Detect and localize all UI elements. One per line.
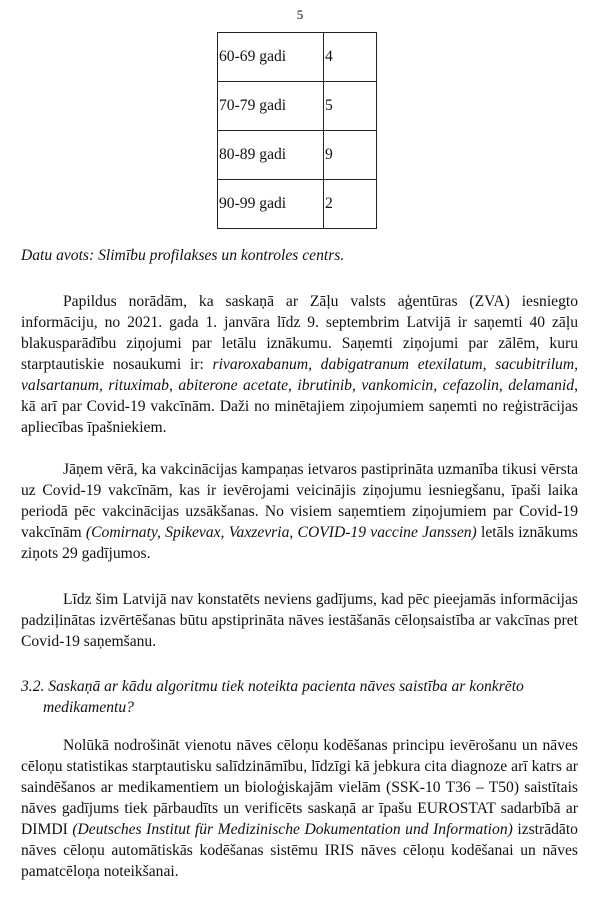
paragraph-vaccination-campaign [21, 459, 578, 564]
paragraph-text: Papildus norādām, ka saskaņā ar Zāļu valsts aģentūras (ZVA) iesniegto informāciju, no 2021. gada 1. janvāra līdz 9. septembrim Latvijā ir saņemti 40 zāļu blakusparādību ziņojumi par letālu iznākumu. Saņemti ziņojumi par zālēm, kuru starptautiskie nosaukumi ir: [21, 293, 578, 373]
age-range-cell: 90-99 gadi [218, 180, 324, 229]
paragraph-tail: izstrādāto nāves cēloņu automātiskās kodēšanas sistēmu IRIS nāves cēloņu kodēšanai un nāves pamatcēloņa noteikšanai. [21, 821, 578, 880]
age-range-cell: 60-69 gadi [218, 33, 324, 82]
organization-name: (Deutsches Institut für Medizinische Dokumentation und Information) [72, 821, 513, 838]
age-range-cell: 70-79 gadi [218, 82, 324, 131]
question-heading [21, 676, 578, 718]
age-range-cell: 80-89 gadi [218, 131, 324, 180]
table-row [218, 131, 377, 180]
count-cell: 2 [324, 180, 377, 229]
paragraph-cause-coding [21, 735, 578, 882]
data-source-note: Datu avots: Slimību profilakses un kontroles centrs. [21, 247, 345, 264]
paragraph-tail: letāls iznākums ziņots 29 gadījumos. [21, 524, 579, 562]
table-row [218, 82, 377, 131]
count-cell: 9 [324, 131, 377, 180]
drug-names: rivaroxabanum, dabigatranum etexilatum, sacubitrilum, valsartanum, rituximab, abiterone acetate, ibrutinib, vankomicin, cefazolin, delamanid [21, 356, 579, 394]
question-line: 3.2. Saskaņā ar kādu algoritmu tiek noteikta pacienta nāves saistība ar konkrēto [21, 678, 524, 695]
paragraph-text: Jāņem vērā, ka vakcinācijas kampaņas ietvaros pastiprināta uzmanība tikusi vērsta uz Covid-19 vakcīnām, kas ir ievērojami veicinājis ziņojumu iesniegšanu, īpaši laika periodā pēc vakcinācijas uzsākšanas. No visiem saņemtiem ziņojumiem par Covid-19 vakcīnām [21, 461, 578, 541]
count-cell: 5 [324, 82, 377, 131]
table-row [218, 180, 377, 229]
page-number: 5 [296, 7, 304, 22]
paragraph-text: Nolūkā nodrošināt vienotu nāves cēloņu kodēšanas principu ievērošanu un nāves cēloņu statistikas starptautisku salīdzināmību, līdzīgi kā jebkura cita diagnoze arī katrs ar saindēšanos ar medikamentiem un bioloģiskajām vielām (SSK-10 T36 – T50) saistītais nāves gadījums tiek pārbaudīts un verificēts saskaņā ar īpašu EUROSTAT sadarbībā ar DIMDI [21, 737, 578, 838]
vaccine-names: (Comirnaty, Spikevax, Vaxzevria, COVID-19 vaccine Janssen) [85, 524, 477, 541]
age-distribution-table [217, 32, 377, 229]
count-cell: 4 [324, 33, 377, 82]
question-line: medikamentu? [43, 699, 134, 716]
paragraph-zva-reports [21, 291, 578, 438]
table-row [218, 33, 377, 82]
paragraph-tail: , kā arī par Covid-19 vakcīnām. Daži no minētajiem ziņojumiem saņemti no reģistrācijas apliecības īpašniekiem. [21, 377, 578, 436]
paragraph-no-causality: Līdz šim Latvijā nav konstatēts neviens gadījums, kad pēc pieejamās informācijas padziļinātas izvērtēšanas būtu apstiprināta nāves iestāšanās cēloņsaistība ar vakcīnas pret Covid-19 saņemšanu. [21, 591, 578, 650]
